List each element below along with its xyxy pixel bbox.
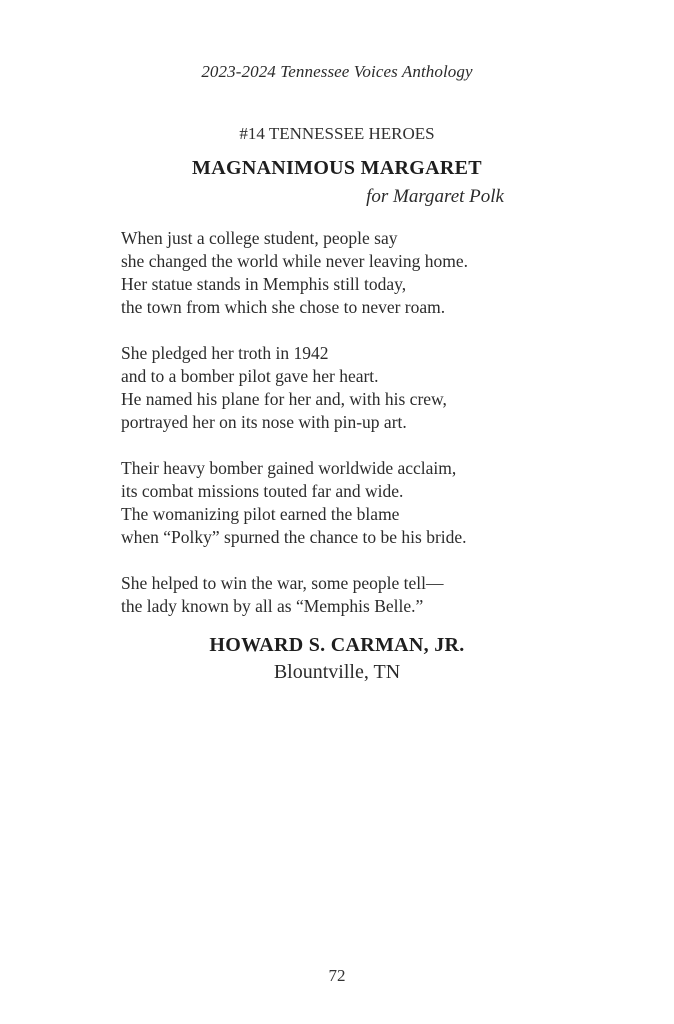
- running-header-title: 2023-2024 Tennessee Voices Anthology: [201, 62, 473, 81]
- poem-line: When just a college student, people say: [121, 228, 398, 248]
- section-heading: #14 TENNESSEE HEROES: [239, 124, 435, 143]
- poem-line: the lady known by all as “Memphis Belle.”: [121, 596, 424, 616]
- poem-line: the town from which she chose to never roam.: [121, 297, 446, 317]
- author-location: Blountville, TN: [273, 661, 401, 683]
- poem-line: and to a bomber pilot gave her heart.: [121, 366, 379, 386]
- author-name: HOWARD S. CARMAN, JR.: [209, 634, 465, 656]
- stanza-4: [121, 572, 561, 618]
- poem-title: MAGNANIMOUS MARGARET: [192, 157, 482, 179]
- poem-line: The womanizing pilot earned the blame: [121, 504, 400, 524]
- poem-line: Her statue stands in Memphis still today,: [121, 274, 407, 294]
- stanza-3: [121, 457, 561, 549]
- page-number: 72: [328, 966, 346, 985]
- poem-dedication: for Margaret Polk: [366, 186, 504, 207]
- poem-line: its combat missions touted far and wide.: [121, 481, 404, 501]
- stanza-2: [121, 342, 561, 434]
- poem-line: She helped to win the war, some people tell—: [121, 573, 444, 593]
- poem-line: He named his plane for her and, with his crew,: [121, 389, 447, 409]
- poem-line: portrayed her on its nose with pin-up art.: [121, 412, 407, 432]
- poem-line: She pledged her troth in 1942: [121, 343, 329, 363]
- stanza-1: [121, 227, 561, 319]
- poem-body: [121, 227, 561, 641]
- poem-line: Their heavy bomber gained worldwide acclaim,: [121, 458, 457, 478]
- poem-line: she changed the world while never leaving home.: [121, 251, 468, 271]
- poem-line: when “Polky” spurned the chance to be his bride.: [121, 527, 467, 547]
